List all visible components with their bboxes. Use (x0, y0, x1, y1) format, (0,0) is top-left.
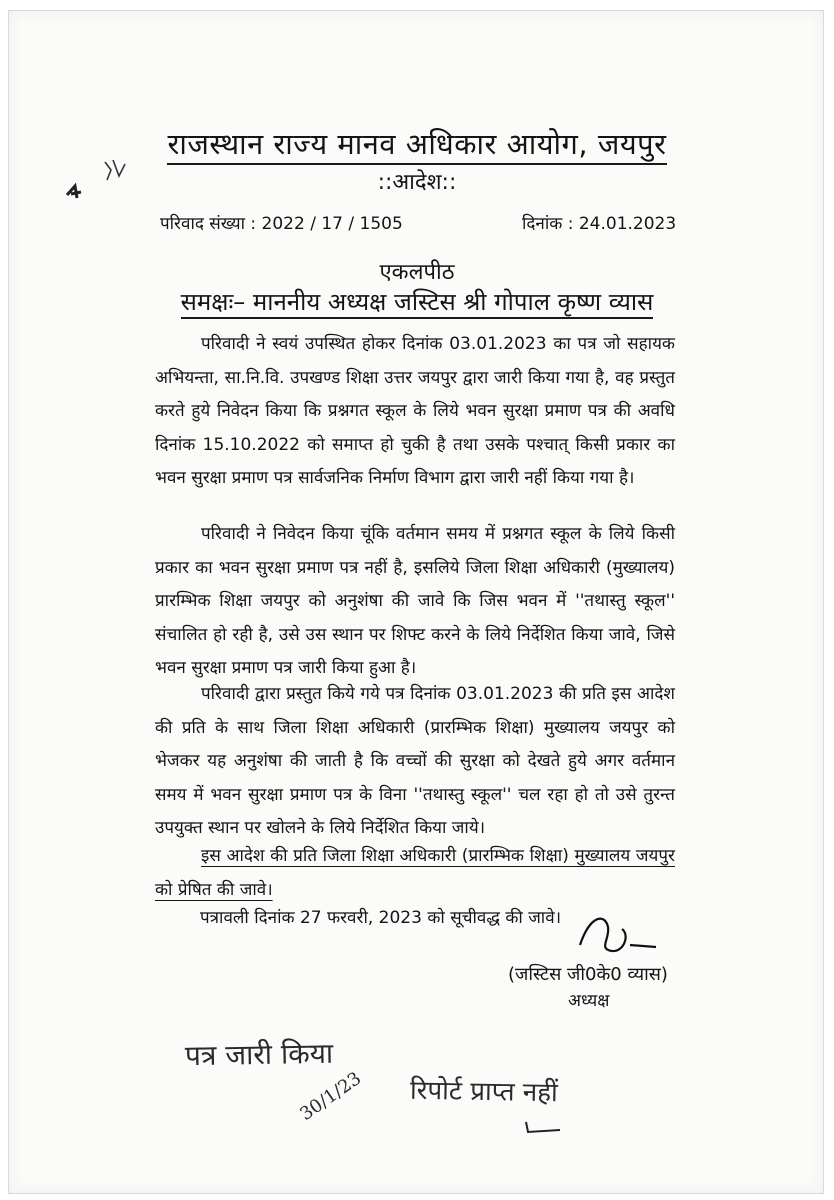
paragraph-5: पत्रावली दिनांक 27 फरवरी, 2023 को सूचीवद्ध की जावे। (200, 908, 562, 928)
bench-before-text: समक्षः– माननीय अध्यक्ष जस्टिस श्री गोपाल कृष्ण व्यास (181, 288, 654, 319)
bench-type: एकलपीठ (379, 260, 455, 285)
handwritten-note-letter-issued: पत्र जारी किया (184, 1036, 334, 1073)
paragraph-2: परिवादी ने निवेदन किया चूंकि वर्तमान समय में प्रश्नगत स्कूल के लिये किसी प्रकार का भवन सुरक्षा प्रमाण पत्र नहीं है, इसलिये जिला शिक्षा अधिकारी (मुख्यालय) प्रारम्भिक शिक्षा जयपुर को अनुशंषा की जावे कि जिस भवन में ''तथास्तु स्कूल'' संचालित हो रही है, उसे उस स्थान पर शिफ्ट करने के लिये निर्देशित किया जावे, जिसे भवन सुरक्षा प्रमाण पत्र जारी किया हुआ है। (155, 524, 675, 678)
bench-before (0, 285, 834, 318)
complaint-number: परिवाद संख्या : 2022 / 17 / 1505 (160, 214, 403, 234)
order-heading: ::आदेश:: (377, 170, 457, 195)
paragraph-3: परिवादी द्वारा प्रस्तुत किये गये पत्र दिनांक 03.01.2023 की प्रति इस आदेश की प्रति के साथ जिला शिक्षा अधिकारी (प्रारम्भिक शिक्षा) मुख्यालय जयपुर को भेजकर यह अनुशंषा की जाती है कि वच्चों की सुरक्षा को देखते हुये अगर वर्तमान समय में भवन सुरक्षा प्रमाण पत्र के विना ''तथास्तु स्कूल'' चल रहा हो तो उसे तुरन्त उपयुक्त स्थान पर खोलने के लिये निर्देशित किया जाये। (155, 684, 675, 838)
signature-mark (560, 905, 670, 965)
handwritten-date-note: 30/1/23 (296, 1067, 366, 1126)
commission-title-text: राजस्थान राज्य मानव अधिकार आयोग, जयपुर (167, 127, 666, 165)
handwritten-note-report-not-received: रिपोर्ट प्राप्त नहीं (409, 1075, 559, 1109)
commission-title (0, 124, 834, 163)
order-date: दिनांक : 24.01.2023 (522, 214, 677, 234)
paragraph-1: परिवादी ने स्वयं उपस्थित होकर दिनांक 03.01.2023 का पत्र जो सहायक अभियन्ता, सा.नि.वि. उपखण्ड शिक्षा उत्तर जयपुर द्वारा जारी किया गया है, वह प्रस्तुत करते हुये निवेदन किया कि प्रश्नगत स्कूल के लिये भवन सुरक्षा प्रमाण पत्र की अवधि दिनांक 15.10.2022 को समाप्त हो चुकी है तथा उसके पश्चात् किसी प्रकार का भवन सुरक्षा प्रमाण पत्र सार्वजनिक निर्माण विभाग द्वारा जारी नहीं किया गया है। (155, 334, 675, 488)
paragraph-4-underlined: इस आदेश की प्रति जिला शिक्षा अधिकारी (प्रारम्भिक शिक्षा) मुख्यालय जयपुर को प्रेषित की जावे। (155, 846, 675, 900)
signatory-name: (जस्टिस जी0के0 व्यास) (508, 964, 668, 985)
signatory-designation: अध्यक्ष (568, 991, 610, 1011)
handwritten-dash-mark (520, 1118, 570, 1138)
